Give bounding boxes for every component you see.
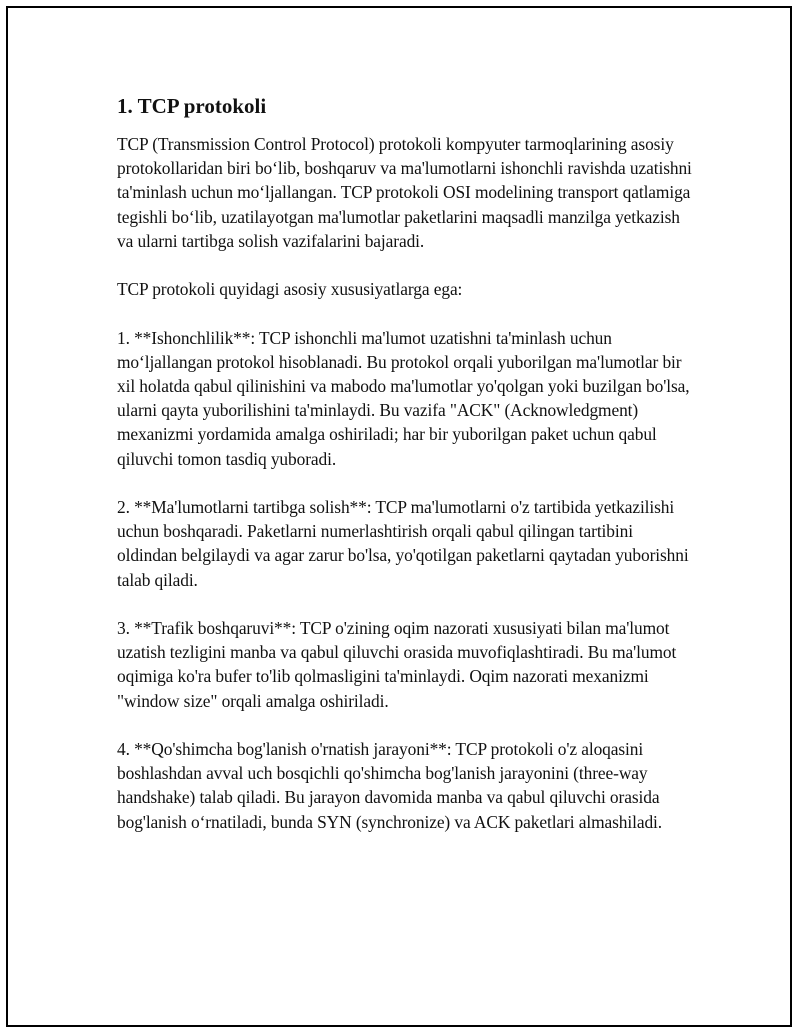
intro-paragraph: TCP (Transmission Control Protocol) protokoli kompyuter tarmoqlarining asosiy protokollaridan biri bo‘lib, boshqaruv va ma'lumotlarni ishonchli ravishda uzatishni ta'minlash uchun mo‘ljallangan. TCP protokoli OSI modelining transport qatlamiga tegishli bo‘lib, uzatilayotgan ma'lumotlar paketlarini maqsadli manzilga yetkazish va ularni tartibga solish vazifalarini bajaradi. [117,134,692,251]
feature-flow-control-paragraph: 3. **Trafik boshqaruvi**: TCP o'zining oqim nazorati xususiyati bilan ma'lumot uzatish tezligini manba va qabul qiluvchi orasida muvofiqlashtiradi. Bu ma'lumot oqimiga ko'ra bufer to'lib qolmasligini ta'minlaydi. Oqim nazorati mexanizmi "window size" orqali amalga oshiriladi. [117,618,677,711]
feature-ordering-paragraph: 2. **Ma'lumotlarni tartibga solish**: TCP ma'lumotlarni o'z tartibida yetkazilishi uchun boshqaradi. Paketlarni numerlashtirish orqali qabul qilingan tartibini oldindan belgilaydi va agar zarur bo'lsa, yo'qotilgan paketlarni qaytadan yuborishni talab qiladi. [117,497,689,590]
section-heading: 1. TCP protokoli [117,94,267,118]
document-body [117,92,697,858]
feature-handshake-paragraph: 4. **Qo'shimcha bog'lanish o'rnatish jarayoni**: TCP protokoli o'z aloqasini boshlashdan avval uch bosqichli qo'shimcha bog'lanish jarayonini (three-way handshake) talab qiladi. Bu jarayon davomida manba va qabul qiluvchi orasida bog'lanish o‘rnatiladi, bunda SYN (synchronize) va ACK paketlari almashiladi. [117,739,663,832]
features-lead-paragraph: TCP protokoli quyidagi asosiy xususiyatlarga ega: [117,279,463,300]
feature-reliability-paragraph: 1. **Ishonchlilik**: TCP ishonchli ma'lumot uzatishni ta'minlash uchun mo‘ljallangan protokol hisoblanadi. Bu protokol orqali yuborilgan ma'lumotlar bir xil holatda qabul qilinishini va mabodo ma'lumotlar yo'qolgan yoki buzilgan bo'lsa, ularni qayta yuborilishini ta'minlaydi. Bu vazifa "ACK" (Acknowledgment) mexanizmi yordamida amalga oshiriladi; har bir yuborilgan paket uchun qabul qiluvchi tomon tasdiq yuboradi. [117,327,690,469]
